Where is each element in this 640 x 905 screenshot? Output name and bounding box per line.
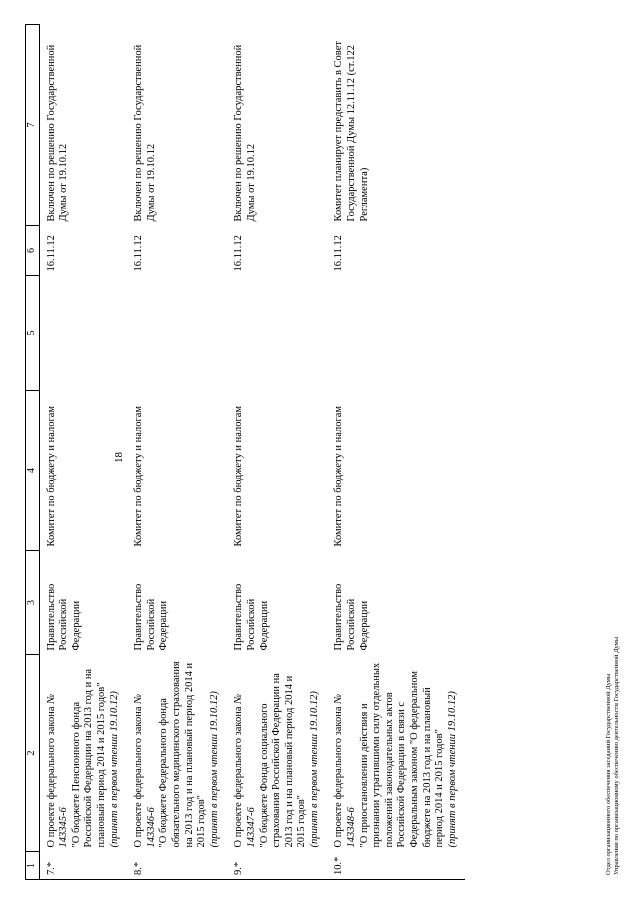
agenda-table: [25, 24, 465, 880]
title-prefix: О проекте федерального закона: [333, 703, 345, 848]
column-header: 6: [26, 226, 40, 276]
column-header: 1: [26, 852, 40, 880]
bill-number: № 143347-6: [233, 693, 257, 848]
bill-name: "О бюджете Пенсионного фонда Российской Федерации на 2013 год и на плановый период 2014 и 2015 годов": [70, 668, 107, 848]
title-prefix: О проекте федерального закона: [45, 703, 57, 848]
column-5-cell: [39, 276, 127, 391]
footer-line: Отдел организационного обеспечения заседаний Государственной Думы: [605, 673, 612, 875]
decision: Включен по решению Государственной Думы от 19.10.12: [233, 44, 257, 222]
table-row: [39, 25, 127, 880]
item-number: 10.*: [333, 856, 345, 875]
initiator: Правительство Российской Федерации: [45, 583, 82, 651]
item-number: 9.*: [233, 861, 245, 875]
reading-note: (принят в первом чтении 19.10.12): [108, 691, 120, 848]
item-number: 8.*: [133, 861, 145, 875]
bill-name: "О бюджете Фонда социального страхования Российской Федерации на 2013 год и на плановый период 2014 и 2015 годов": [258, 673, 308, 848]
committee: Комитет по бюджету и налогам: [333, 405, 345, 547]
initiator: Правительство Российской Федерации: [333, 583, 370, 651]
date: 16.11.12: [45, 235, 57, 272]
bill-name: "О бюджете Федерального фонда обязательного медицинского страхования на 2013 год и на плановый период 2014 и 2015 годов": [158, 661, 208, 848]
title-prefix: О проекте федерального закона: [233, 703, 245, 848]
decision: Включен по решению Государственной Думы от 19.10.12: [133, 44, 157, 222]
item-number: 7.*: [45, 861, 57, 875]
column-header: 7: [26, 25, 40, 226]
column-header: 3: [26, 551, 40, 655]
reading-note: (принят в первом чтении 19.10.12): [446, 691, 458, 848]
table-row: [127, 25, 227, 880]
column-header: 2: [26, 655, 40, 852]
column-header: 4: [26, 391, 40, 551]
bill-number: № 143348-6: [333, 693, 358, 848]
footer-line: Управления по организационному обеспечению деятельности Государственной Думы: [613, 636, 620, 875]
bill-number: № 143346-6: [133, 693, 157, 848]
column-5-cell: [227, 276, 327, 391]
reading-note: (принят в первом чтении 19.10.12): [308, 691, 320, 848]
bill-title: [39, 655, 127, 852]
decision: Комитет планирует представить в Совет Государственной Думы 12.11.12 (ст.122 Регламента): [333, 41, 370, 222]
title-prefix: О проекте федерального закона: [133, 703, 145, 848]
bill-number: № 143345-6: [45, 693, 70, 848]
column-5-cell: [327, 276, 465, 391]
column-5-cell: [127, 276, 227, 391]
reading-note: (принят в первом чтении 19.10.12): [208, 691, 220, 848]
footer: [605, 637, 621, 875]
initiator: Правительство Российской Федерации: [133, 583, 170, 651]
header-row: [26, 25, 40, 880]
date: 16.11.12: [233, 235, 245, 272]
committee: Комитет по бюджету и налогам: [233, 405, 245, 547]
bill-title: [127, 655, 227, 852]
bill-title: [327, 655, 465, 852]
date: 16.11.12: [333, 235, 345, 272]
bill-name: "О приостановлении действия и признании утратившими силу отдельных положений законодательных актов Российской Федерации в связи с Федеральным законом "О федеральном бюджете на 2013 год и на плановый период 2014 и 2015 годов": [358, 662, 446, 848]
table-row: [227, 25, 327, 880]
committee: Комитет по бюджету и налогам: [45, 405, 57, 547]
committee: Комитет по бюджету и налогам: [133, 405, 145, 547]
page-number: 18: [113, 452, 125, 463]
decision: Включен по решению Государственной Думы от 19.10.12: [45, 44, 70, 222]
bill-title: [227, 655, 327, 852]
initiator: Правительство Российской Федерации: [233, 583, 270, 651]
column-header: 5: [26, 276, 40, 391]
date: 16.11.12: [133, 235, 145, 272]
table-row: [327, 25, 465, 880]
